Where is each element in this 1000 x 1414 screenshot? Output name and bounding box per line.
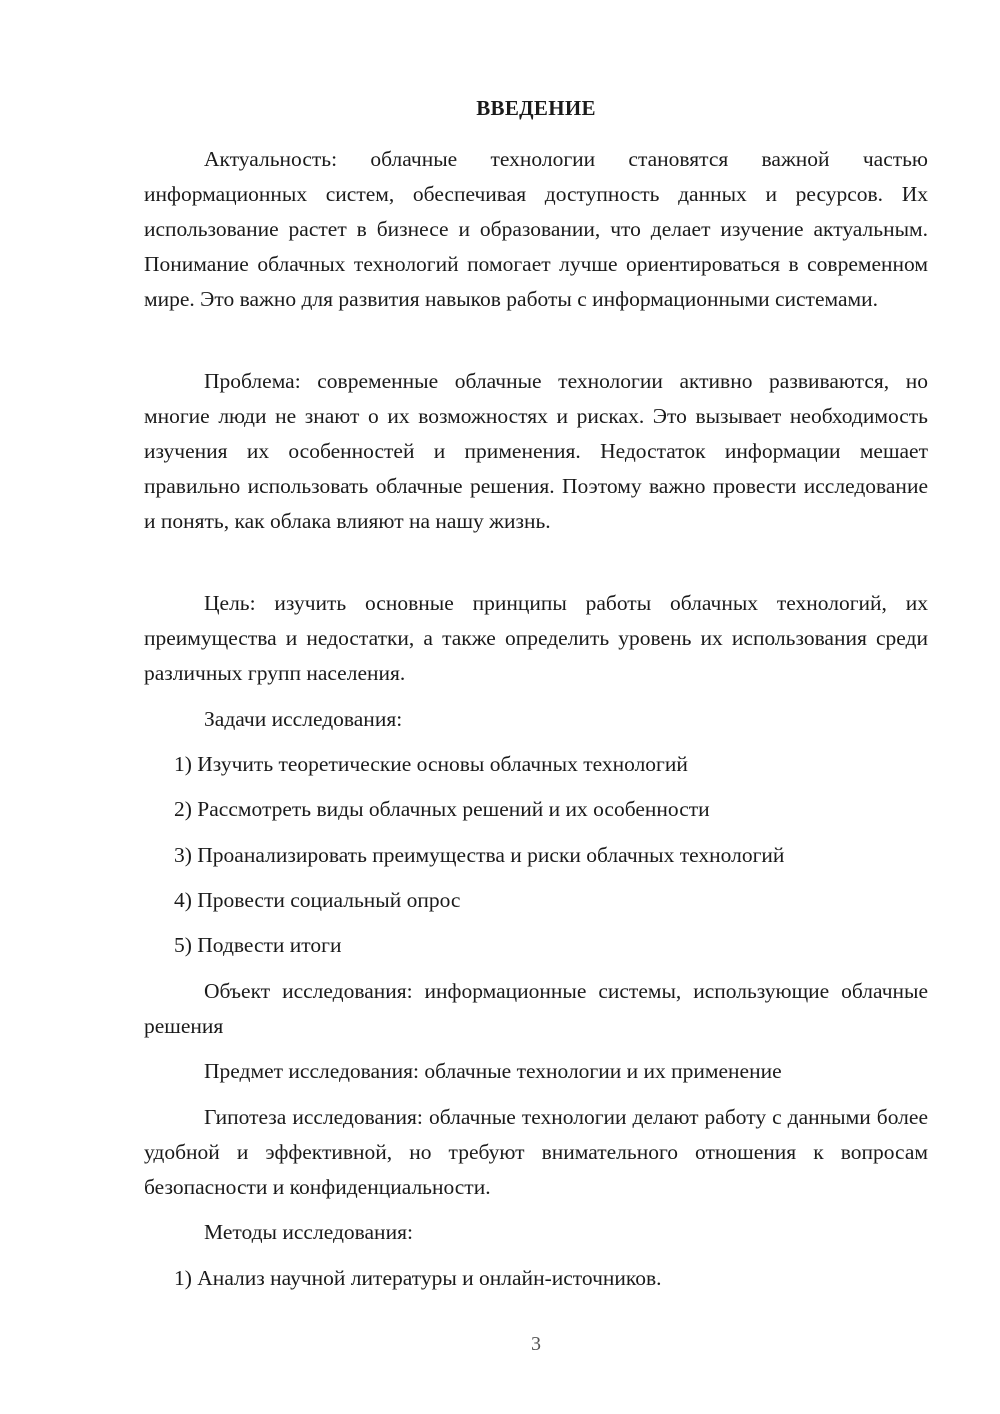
page-title: ВВЕДЕНИЕ	[476, 96, 596, 120]
list-item-task-5: 5) Подвести итоги	[174, 933, 342, 957]
list-item-task-2: 2) Рассмотреть виды облачных решений и их особенности	[174, 797, 710, 821]
paragraph-problem: Проблема: современные облачные технологии активно развиваются, но многие люди не знают о их возможностях и рисках. Это вызывает необходимость изучения их особенностей и применения. Недостаток информации мешает правильно использовать облачные решения. Поэтому важно провести исследование и понять, как облака влияют на нашу жизнь.	[144, 369, 928, 533]
paragraph-object: Объект исследования: информационные системы, использующие облачные решения	[144, 979, 928, 1038]
paragraph-relevance: Актуальность: облачные технологии становятся важной частью информационных систем, обеспечивая доступность данных и ресурсов. Их использование растет в бизнесе и образовании, что делает изучение актуальным. Понимание облачных технологий помогает лучше ориентироваться в современном мире. Это важно для развития навыков работы с информационными системами.	[144, 147, 928, 311]
list-item-method-1: 1) Анализ научной литературы и онлайн-источников.	[174, 1266, 662, 1290]
page-number: 3	[531, 1333, 541, 1355]
list-item-task-3: 3) Проанализировать преимущества и риски облачных технологий	[174, 843, 785, 867]
tasks-heading: Задачи исследования:	[204, 707, 403, 731]
methods-heading: Методы исследования:	[204, 1220, 413, 1244]
paragraph-hypothesis: Гипотеза исследования: облачные технологии делают работу с данными более удобной и эффективной, но требуют внимательного отношения к вопросам безопасности и конфиденциальности.	[144, 1105, 928, 1199]
list-item-task-4: 4) Провести социальный опрос	[174, 888, 461, 912]
paragraph-subject: Предмет исследования: облачные технологии и их применение	[204, 1059, 782, 1083]
list-item-task-1: 1) Изучить теоретические основы облачных технологий	[174, 752, 688, 776]
paragraph-goal: Цель: изучить основные принципы работы облачных технологий, их преимущества и недостатки, а также определить уровень их использования среди различных групп населения.	[144, 591, 928, 685]
